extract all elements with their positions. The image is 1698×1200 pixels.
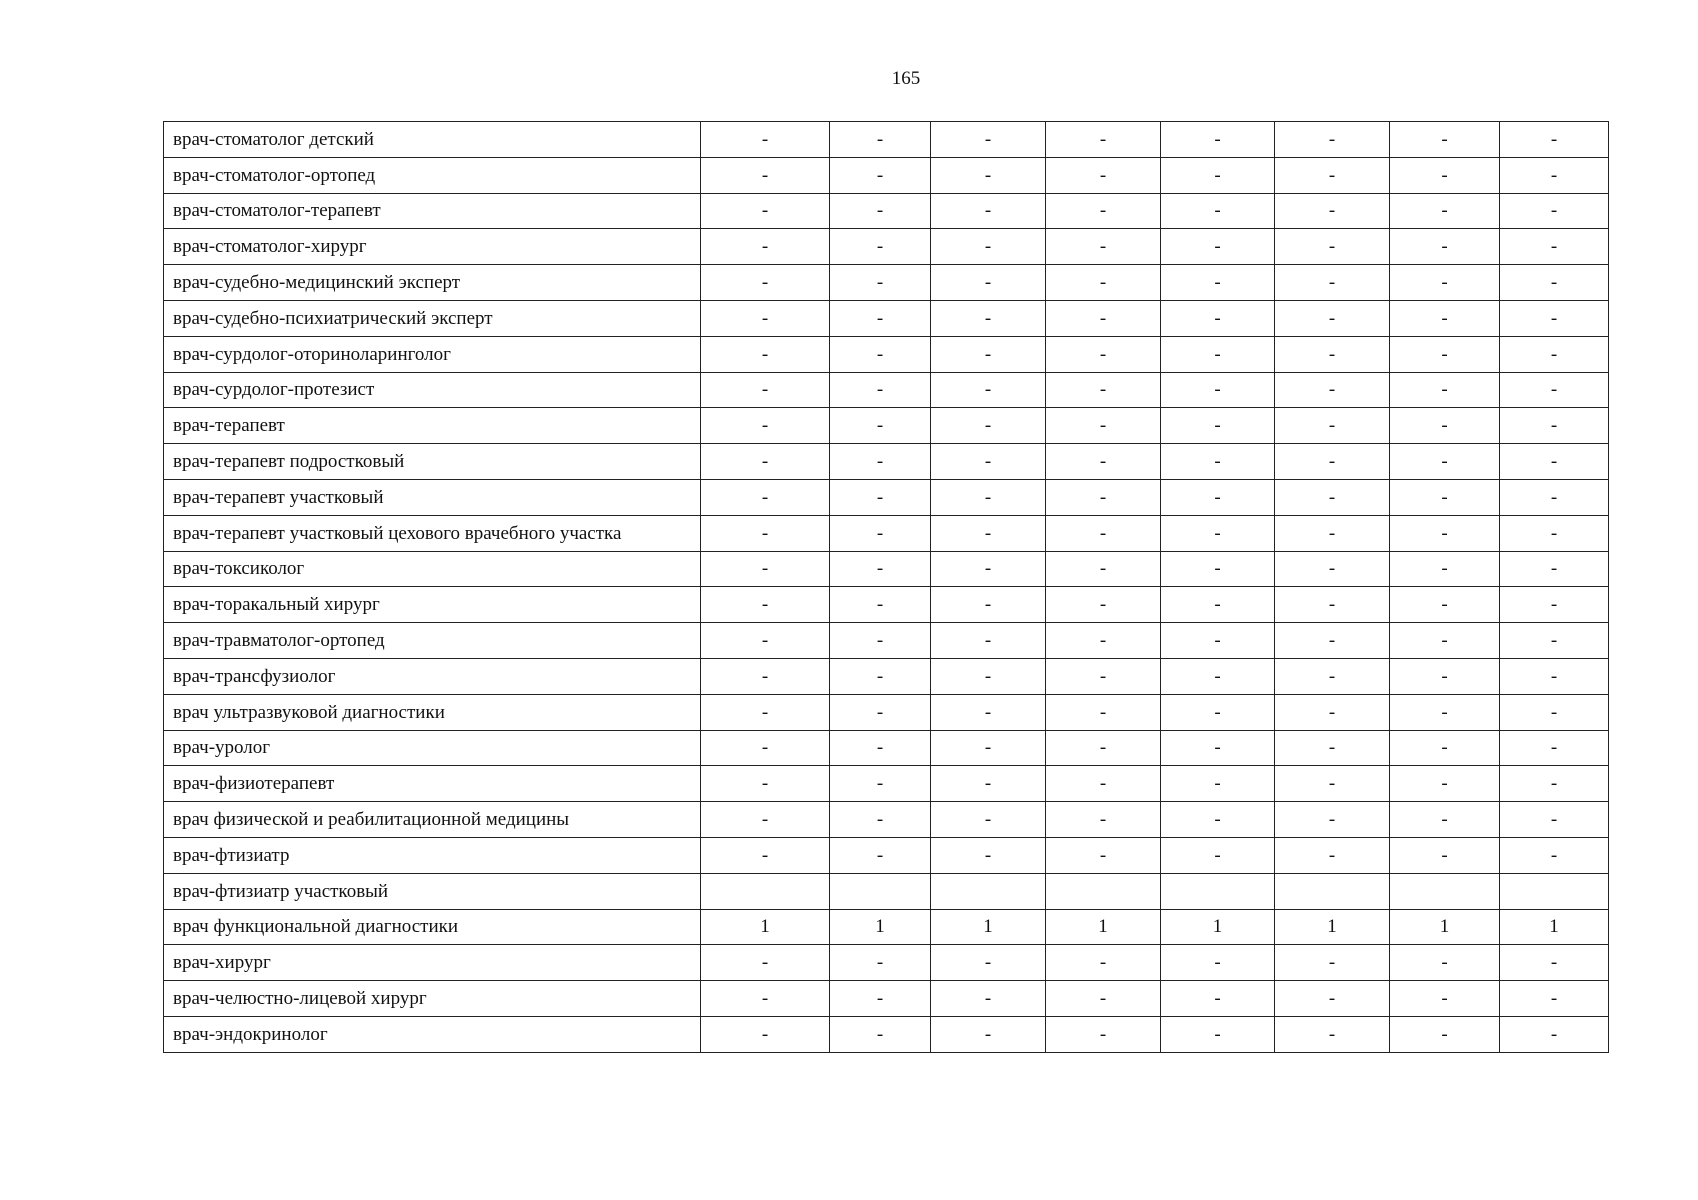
value-cell: - xyxy=(931,336,1046,372)
value-cell: - xyxy=(1046,515,1161,551)
value-cell: - xyxy=(1161,157,1275,193)
value-cell: - xyxy=(931,551,1046,587)
value-cell: - xyxy=(1161,300,1275,336)
position-name-cell: врач-стоматолог-хирург xyxy=(164,229,701,265)
value-cell: - xyxy=(1275,945,1390,981)
value-cell: - xyxy=(701,479,830,515)
position-name-cell: врач-терапевт участковый xyxy=(164,479,701,515)
value-cell: - xyxy=(1275,300,1390,336)
value-cell: - xyxy=(1275,122,1390,158)
value-cell: - xyxy=(931,444,1046,480)
value-cell: 1 xyxy=(830,909,931,945)
value-cell: - xyxy=(1046,551,1161,587)
value-cell: - xyxy=(931,945,1046,981)
value-cell: - xyxy=(701,623,830,659)
value-cell: - xyxy=(701,300,830,336)
value-cell: - xyxy=(1046,766,1161,802)
table-row xyxy=(164,479,1609,515)
table-row xyxy=(164,694,1609,730)
value-cell: - xyxy=(931,122,1046,158)
position-name-cell: врач-торакальный хирург xyxy=(164,587,701,623)
value-cell: - xyxy=(1390,408,1500,444)
value-cell: - xyxy=(1275,551,1390,587)
value-cell: - xyxy=(701,766,830,802)
value-cell: 1 xyxy=(1046,909,1161,945)
value-cell: - xyxy=(830,193,931,229)
value-cell: - xyxy=(701,372,830,408)
value-cell: - xyxy=(830,658,931,694)
value-cell: - xyxy=(701,802,830,838)
value-cell: - xyxy=(1275,372,1390,408)
value-cell: - xyxy=(830,766,931,802)
value-cell: - xyxy=(1161,587,1275,623)
value-cell xyxy=(1500,873,1609,909)
position-name-cell: врач-стоматолог детский xyxy=(164,122,701,158)
position-name-cell: врач-эндокринолог xyxy=(164,1016,701,1052)
position-name-cell: врач-терапевт участковый цехового врачебного участка xyxy=(164,515,701,551)
value-cell: - xyxy=(1275,193,1390,229)
value-cell: - xyxy=(830,157,931,193)
value-cell: 1 xyxy=(1161,909,1275,945)
value-cell: - xyxy=(1500,837,1609,873)
value-cell: - xyxy=(1161,802,1275,838)
position-name-cell: врач ультразвуковой диагностики xyxy=(164,694,701,730)
position-name-cell: врач-сурдолог-оториноларинголог xyxy=(164,336,701,372)
value-cell: - xyxy=(830,837,931,873)
value-cell: - xyxy=(1046,229,1161,265)
value-cell: - xyxy=(1500,193,1609,229)
value-cell xyxy=(1275,873,1390,909)
value-cell: - xyxy=(1390,945,1500,981)
value-cell xyxy=(1046,873,1161,909)
value-cell: - xyxy=(1500,444,1609,480)
value-cell: - xyxy=(1046,945,1161,981)
value-cell: - xyxy=(1046,336,1161,372)
value-cell: - xyxy=(1046,1016,1161,1052)
table-row xyxy=(164,336,1609,372)
value-cell: - xyxy=(830,551,931,587)
value-cell: - xyxy=(1500,515,1609,551)
value-cell: - xyxy=(701,336,830,372)
value-cell: - xyxy=(830,623,931,659)
value-cell: - xyxy=(1161,945,1275,981)
table-row xyxy=(164,587,1609,623)
value-cell: - xyxy=(1275,157,1390,193)
table-row xyxy=(164,122,1609,158)
value-cell: - xyxy=(1275,587,1390,623)
table-row xyxy=(164,408,1609,444)
value-cell: - xyxy=(1500,229,1609,265)
value-cell: - xyxy=(931,766,1046,802)
value-cell: - xyxy=(1046,658,1161,694)
value-cell: - xyxy=(701,265,830,301)
value-cell: - xyxy=(1390,623,1500,659)
value-cell: - xyxy=(931,658,1046,694)
position-name-cell: врач-судебно-психиатрический эксперт xyxy=(164,300,701,336)
value-cell: - xyxy=(1390,837,1500,873)
value-cell: - xyxy=(1500,479,1609,515)
value-cell: - xyxy=(701,193,830,229)
value-cell: - xyxy=(1275,802,1390,838)
value-cell: - xyxy=(1390,372,1500,408)
value-cell: - xyxy=(1161,837,1275,873)
value-cell: - xyxy=(1161,229,1275,265)
table-row xyxy=(164,909,1609,945)
table-row xyxy=(164,658,1609,694)
value-cell: - xyxy=(931,802,1046,838)
value-cell: - xyxy=(1500,157,1609,193)
value-cell: - xyxy=(1046,587,1161,623)
value-cell: - xyxy=(1161,766,1275,802)
position-name-cell: врач функциональной диагностики xyxy=(164,909,701,945)
position-name-cell: врач-стоматолог-терапевт xyxy=(164,193,701,229)
value-cell: - xyxy=(830,300,931,336)
value-cell: - xyxy=(931,300,1046,336)
table-row xyxy=(164,802,1609,838)
value-cell: - xyxy=(830,372,931,408)
table-body xyxy=(164,122,1609,1053)
value-cell: - xyxy=(1046,837,1161,873)
value-cell: - xyxy=(1161,122,1275,158)
value-cell: - xyxy=(701,444,830,480)
value-cell: - xyxy=(931,1016,1046,1052)
table-row xyxy=(164,623,1609,659)
value-cell: - xyxy=(1046,802,1161,838)
value-cell: - xyxy=(701,515,830,551)
table-row xyxy=(164,873,1609,909)
value-cell: - xyxy=(931,372,1046,408)
value-cell: - xyxy=(1500,981,1609,1017)
value-cell: 1 xyxy=(1275,909,1390,945)
position-name-cell: врач-терапевт xyxy=(164,408,701,444)
position-name-cell: врач-травматолог-ортопед xyxy=(164,623,701,659)
value-cell: - xyxy=(1390,551,1500,587)
value-cell: - xyxy=(830,265,931,301)
position-name-cell: врач-физиотерапевт xyxy=(164,766,701,802)
value-cell: - xyxy=(931,229,1046,265)
value-cell: - xyxy=(701,157,830,193)
value-cell: - xyxy=(1390,444,1500,480)
value-cell: - xyxy=(1275,229,1390,265)
value-cell: - xyxy=(701,837,830,873)
value-cell: 1 xyxy=(1390,909,1500,945)
table-row xyxy=(164,837,1609,873)
position-name-cell: врач-сурдолог-протезист xyxy=(164,372,701,408)
value-cell: - xyxy=(1046,265,1161,301)
value-cell: - xyxy=(1390,766,1500,802)
position-name-cell: врач-судебно-медицинский эксперт xyxy=(164,265,701,301)
value-cell: - xyxy=(1161,265,1275,301)
value-cell: - xyxy=(1046,730,1161,766)
value-cell: - xyxy=(1275,694,1390,730)
table-row xyxy=(164,945,1609,981)
value-cell: - xyxy=(1275,658,1390,694)
value-cell: - xyxy=(931,515,1046,551)
staff-table xyxy=(163,121,1609,1053)
value-cell: - xyxy=(931,479,1046,515)
value-cell: - xyxy=(1275,730,1390,766)
value-cell xyxy=(1390,873,1500,909)
value-cell: 1 xyxy=(1500,909,1609,945)
value-cell: - xyxy=(1390,658,1500,694)
value-cell: - xyxy=(701,551,830,587)
value-cell: - xyxy=(931,981,1046,1017)
value-cell: - xyxy=(830,1016,931,1052)
table-row xyxy=(164,515,1609,551)
value-cell: - xyxy=(1390,587,1500,623)
value-cell: - xyxy=(1046,694,1161,730)
value-cell: - xyxy=(931,587,1046,623)
table-row xyxy=(164,229,1609,265)
value-cell: - xyxy=(1161,694,1275,730)
value-cell: - xyxy=(1390,122,1500,158)
value-cell: - xyxy=(1046,981,1161,1017)
table-row xyxy=(164,551,1609,587)
value-cell: - xyxy=(1500,730,1609,766)
position-name-cell: врач-уролог xyxy=(164,730,701,766)
value-cell xyxy=(1161,873,1275,909)
table-row xyxy=(164,193,1609,229)
value-cell: - xyxy=(1500,372,1609,408)
value-cell: - xyxy=(1390,479,1500,515)
table-row xyxy=(164,730,1609,766)
position-name-cell: врач-фтизиатр xyxy=(164,837,701,873)
value-cell: - xyxy=(1390,300,1500,336)
value-cell: - xyxy=(931,730,1046,766)
page-number: 165 xyxy=(891,68,921,89)
value-cell: - xyxy=(830,730,931,766)
value-cell: - xyxy=(1046,479,1161,515)
value-cell: - xyxy=(1500,802,1609,838)
value-cell: - xyxy=(1390,694,1500,730)
value-cell: - xyxy=(1390,981,1500,1017)
value-cell: - xyxy=(830,408,931,444)
value-cell: - xyxy=(1390,802,1500,838)
value-cell: 1 xyxy=(701,909,830,945)
value-cell: - xyxy=(1500,587,1609,623)
table-row xyxy=(164,157,1609,193)
value-cell: - xyxy=(701,408,830,444)
table-row xyxy=(164,265,1609,301)
value-cell: - xyxy=(1500,551,1609,587)
value-cell: - xyxy=(1161,515,1275,551)
position-name-cell: врач-стоматолог-ортопед xyxy=(164,157,701,193)
value-cell: - xyxy=(1046,122,1161,158)
value-cell: - xyxy=(1161,730,1275,766)
value-cell: - xyxy=(1161,551,1275,587)
value-cell: - xyxy=(830,229,931,265)
value-cell: - xyxy=(1161,1016,1275,1052)
value-cell: - xyxy=(1500,658,1609,694)
position-name-cell: врач-токсиколог xyxy=(164,551,701,587)
value-cell: - xyxy=(701,981,830,1017)
value-cell: - xyxy=(1046,408,1161,444)
value-cell: - xyxy=(1046,623,1161,659)
value-cell: - xyxy=(1275,444,1390,480)
value-cell: - xyxy=(1046,372,1161,408)
value-cell: - xyxy=(1390,336,1500,372)
table-row xyxy=(164,372,1609,408)
value-cell: - xyxy=(701,122,830,158)
value-cell: - xyxy=(1275,336,1390,372)
value-cell: - xyxy=(1500,766,1609,802)
value-cell: - xyxy=(1390,157,1500,193)
position-name-cell: врач физической и реабилитационной медицины xyxy=(164,802,701,838)
value-cell: - xyxy=(1046,300,1161,336)
value-cell: - xyxy=(1390,265,1500,301)
table-row xyxy=(164,766,1609,802)
value-cell xyxy=(931,873,1046,909)
value-cell: - xyxy=(1161,623,1275,659)
table-row xyxy=(164,1016,1609,1052)
value-cell: - xyxy=(830,444,931,480)
value-cell: - xyxy=(1046,157,1161,193)
value-cell: - xyxy=(701,945,830,981)
value-cell: - xyxy=(701,587,830,623)
value-cell xyxy=(701,873,830,909)
table-row xyxy=(164,981,1609,1017)
value-cell: - xyxy=(1390,730,1500,766)
table-row xyxy=(164,300,1609,336)
value-cell: - xyxy=(1275,623,1390,659)
value-cell: - xyxy=(1500,408,1609,444)
value-cell: - xyxy=(1275,515,1390,551)
value-cell: - xyxy=(931,694,1046,730)
value-cell: - xyxy=(1275,265,1390,301)
value-cell: - xyxy=(1046,193,1161,229)
value-cell: - xyxy=(1275,479,1390,515)
value-cell: - xyxy=(931,623,1046,659)
position-name-cell: врач-трансфузиолог xyxy=(164,658,701,694)
value-cell: - xyxy=(1161,981,1275,1017)
value-cell: - xyxy=(830,515,931,551)
value-cell: - xyxy=(701,730,830,766)
value-cell: - xyxy=(1275,766,1390,802)
value-cell: - xyxy=(1390,1016,1500,1052)
value-cell: - xyxy=(1161,193,1275,229)
value-cell: - xyxy=(1275,1016,1390,1052)
value-cell: - xyxy=(1500,623,1609,659)
value-cell: - xyxy=(830,945,931,981)
value-cell: - xyxy=(701,229,830,265)
value-cell: - xyxy=(1500,694,1609,730)
position-name-cell: врач-фтизиатр участковый xyxy=(164,873,701,909)
value-cell: - xyxy=(931,265,1046,301)
value-cell: - xyxy=(1161,479,1275,515)
value-cell: - xyxy=(1161,336,1275,372)
value-cell: - xyxy=(1500,1016,1609,1052)
value-cell: - xyxy=(830,122,931,158)
value-cell: - xyxy=(1161,658,1275,694)
value-cell: - xyxy=(931,157,1046,193)
value-cell: 1 xyxy=(931,909,1046,945)
value-cell: - xyxy=(1275,408,1390,444)
value-cell: - xyxy=(1161,444,1275,480)
value-cell: - xyxy=(1046,444,1161,480)
value-cell: - xyxy=(931,408,1046,444)
position-name-cell: врач-челюстно-лицевой хирург xyxy=(164,981,701,1017)
value-cell: - xyxy=(1390,229,1500,265)
value-cell: - xyxy=(1161,408,1275,444)
table-row xyxy=(164,444,1609,480)
value-cell: - xyxy=(1390,193,1500,229)
value-cell: - xyxy=(1275,837,1390,873)
value-cell: - xyxy=(830,479,931,515)
value-cell: - xyxy=(931,193,1046,229)
value-cell: - xyxy=(1161,372,1275,408)
value-cell: - xyxy=(1500,265,1609,301)
value-cell: - xyxy=(830,802,931,838)
value-cell: - xyxy=(701,658,830,694)
value-cell: - xyxy=(830,336,931,372)
value-cell: - xyxy=(931,837,1046,873)
value-cell xyxy=(830,873,931,909)
value-cell: - xyxy=(701,694,830,730)
value-cell: - xyxy=(1500,300,1609,336)
value-cell: - xyxy=(830,587,931,623)
value-cell: - xyxy=(1500,122,1609,158)
value-cell: - xyxy=(1275,981,1390,1017)
value-cell: - xyxy=(701,1016,830,1052)
position-name-cell: врач-хирург xyxy=(164,945,701,981)
value-cell: - xyxy=(1500,336,1609,372)
value-cell: - xyxy=(830,694,931,730)
value-cell: - xyxy=(1390,515,1500,551)
position-name-cell: врач-терапевт подростковый xyxy=(164,444,701,480)
value-cell: - xyxy=(830,981,931,1017)
value-cell: - xyxy=(1500,945,1609,981)
